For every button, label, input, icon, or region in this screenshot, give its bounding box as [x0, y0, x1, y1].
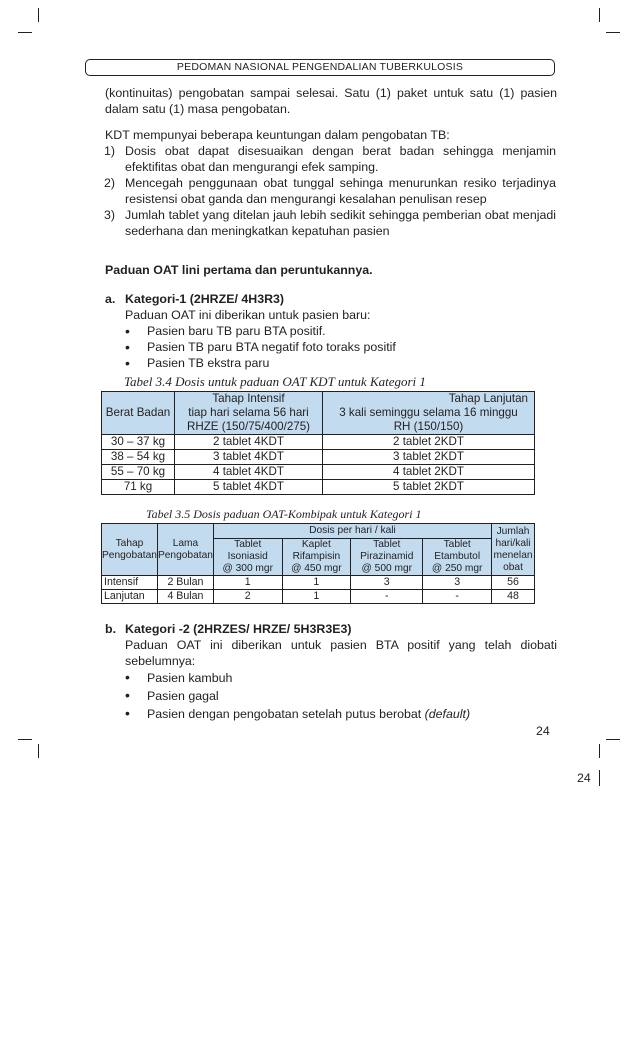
bullet-item — [125, 669, 557, 687]
header-line: Tablet — [443, 539, 471, 550]
kategori-1 — [105, 291, 545, 371]
kategori-1-heading — [105, 291, 545, 307]
bullet-item — [125, 323, 545, 339]
table-cell: 4 Bulan — [157, 590, 213, 604]
item-text: Mencegah penggunaan obat tunggal sehinga menurunkan resiko terjadinya resistensi obat ganda dan mengurangi kesalahan penulisan resep — [125, 176, 556, 206]
kategori-2-label: b. — [105, 622, 117, 636]
header-line: Lama — [172, 537, 199, 549]
header-line: Jumlah — [496, 525, 530, 537]
crop-mark — [599, 744, 600, 758]
kategori-2 — [105, 621, 557, 723]
intro-text: (kontinuitas) pengobatan sampai selesai. Satu (1) paket untuk satu (1) pasien dalam satu (1) masa pengobatan. — [105, 86, 557, 116]
header-line: obat — [503, 561, 523, 573]
bullet-text: Pasien gagal — [147, 689, 219, 703]
header-drug-rifampisin — [282, 539, 351, 576]
table-cell: 4 tablet 2KDT — [323, 465, 535, 480]
header-line: Tahap Intensif — [212, 392, 285, 405]
bullet-icon: • — [125, 687, 130, 703]
table-row — [102, 465, 535, 480]
running-header: PEDOMAN NASIONAL PENGENDALIAN TUBERKULOSIS — [85, 59, 555, 76]
table-cell: 1 — [213, 576, 282, 590]
header-line: 3 kali seminggu selama 16 minggu — [339, 406, 518, 419]
kdt-intro: KDT mempunyai beberapa keuntungan dalam pengobatan TB: — [105, 128, 450, 142]
table-3-4 — [101, 391, 535, 495]
bullet-icon: • — [125, 669, 130, 685]
header-line: hari/kali — [495, 537, 531, 549]
item-number: 2) — [104, 176, 116, 190]
kategori-2-bullets — [105, 669, 557, 723]
table-cell: 2 tablet 2KDT — [323, 435, 535, 450]
table-cell: 48 — [492, 590, 535, 604]
table-cell: 3 — [351, 576, 423, 590]
header-line: @ 250 mgr — [431, 563, 483, 574]
list-item — [104, 175, 556, 207]
table-cell: 55 – 70 kg — [102, 465, 175, 480]
table-cell: Intensif — [102, 576, 158, 590]
table-3-5 — [101, 523, 535, 604]
table-cell: 71 kg — [102, 480, 175, 495]
table-cell: 3 tablet 4KDT — [175, 450, 323, 465]
header-line: Tahap — [115, 537, 144, 549]
header-line: @ 450 mgr — [291, 563, 342, 574]
table-cell: 5 tablet 4KDT — [175, 480, 323, 495]
crop-mark — [18, 32, 32, 33]
kategori-1-desc: Paduan OAT ini diberikan untuk pasien baru: — [125, 308, 371, 322]
item-number: 1) — [104, 144, 116, 158]
table-cell: 38 – 54 kg — [102, 450, 175, 465]
crop-mark — [599, 8, 600, 22]
list-item — [104, 207, 556, 239]
table-3-4-caption: Tabel 3.4 Dosis untuk paduan OAT KDT untuk Kategori 1 — [124, 374, 426, 389]
header-line: Tablet — [234, 539, 262, 550]
page-number: 24 — [536, 724, 550, 738]
table-row — [102, 435, 535, 450]
bullet-icon: • — [125, 339, 130, 355]
default-label: (default) — [424, 707, 471, 721]
list-item — [104, 143, 556, 175]
header-line: Rifampisin — [292, 551, 341, 562]
bullet-text: Pasien baru TB paru BTA positif. — [147, 324, 326, 338]
crop-mark — [606, 739, 620, 740]
header-dosis: Dosis per hari / kali — [213, 524, 491, 539]
page-number-margin: 24 — [577, 771, 591, 785]
header-line: Kaplet — [301, 539, 331, 550]
bullet-item — [125, 339, 545, 355]
header-line: @ 500 mgr — [361, 563, 413, 574]
table-cell: 4 tablet 4KDT — [175, 465, 323, 480]
item-text: Dosis obat dapat disesuaikan dengan berat badan sehingga menjamin efektifitas obat dan mengurangi efek samping. — [125, 144, 556, 174]
header-tahap — [102, 524, 158, 576]
bullet-text: Pasien kambuh — [147, 671, 233, 685]
kategori-2-title: Kategori -2 (2HRZES/ HRZE/ 5H3R3E3) — [125, 622, 352, 636]
crop-mark — [606, 32, 620, 33]
table-header-row — [102, 524, 535, 539]
bullet-icon: • — [125, 323, 130, 339]
bullet-text: Pasien TB paru BTA negatif foto toraks positif — [147, 340, 396, 354]
crop-mark — [38, 744, 39, 758]
table-header-row — [102, 392, 535, 435]
intro-paragraph — [105, 85, 557, 117]
bullet-icon: • — [125, 705, 130, 721]
crop-mark — [18, 739, 32, 740]
header-line: Pengobatan — [102, 549, 157, 561]
crop-mark — [38, 8, 39, 22]
table-cell: 56 — [492, 576, 535, 590]
table-cell: Lanjutan — [102, 590, 158, 604]
header-drug-isoniasid — [213, 539, 282, 576]
table-cell: 2 Bulan — [157, 576, 213, 590]
table-cell: 2 tablet 4KDT — [175, 435, 323, 450]
table-row — [102, 576, 535, 590]
table-row — [102, 590, 535, 604]
kategori-2-desc: Paduan OAT ini diberikan untuk pasien BTA positif yang telah diobati sebelumnya: — [125, 638, 557, 668]
header-lama — [157, 524, 213, 576]
table-cell: - — [423, 590, 492, 604]
kategori-2-heading — [105, 621, 557, 637]
section-title: Paduan OAT lini pertama dan peruntukannya. — [105, 263, 373, 277]
table-cell: 2 — [213, 590, 282, 604]
header-line: Pirazinamid — [360, 551, 414, 562]
bullet-item — [125, 705, 557, 723]
header-line: @ 300 mgr — [222, 563, 273, 574]
header-drug-etambutol — [423, 539, 492, 576]
header-line: Pengobatan — [157, 549, 213, 561]
item-number: 3) — [104, 208, 116, 222]
header-berat-badan: Berat Badan — [102, 392, 175, 435]
table-cell: - — [351, 590, 423, 604]
bullet-text — [147, 705, 470, 723]
table-cell: 1 — [282, 590, 351, 604]
item-text: Jumlah tablet yang ditelan jauh lebih sedikit sehingga pemberian obat menjadi sederhana dan meningkatkan kepatuhan pasien — [125, 208, 556, 238]
bullet-item — [125, 687, 557, 705]
header-line: tiap hari selama 56 hari — [188, 406, 309, 419]
table-cell: 5 tablet 2KDT — [323, 480, 535, 495]
header-line: menelan — [493, 549, 533, 561]
advantages-list — [104, 143, 556, 239]
table-3-5-caption: Tabel 3.5 Dosis paduan OAT-Kombipak untuk Kategori 1 — [146, 507, 422, 521]
table-cell: 3 — [423, 576, 492, 590]
table-row — [102, 480, 535, 495]
kategori-1-bullets — [105, 323, 545, 371]
header-line: Tablet — [373, 539, 401, 550]
kategori-1-label: a. — [105, 292, 116, 306]
table-row — [102, 450, 535, 465]
bullet-text: Pasien TB ekstra paru — [147, 356, 270, 370]
bullet-item — [125, 355, 545, 371]
table-cell: 1 — [282, 576, 351, 590]
header-tahap-intensif — [175, 392, 323, 435]
page-number-rule — [599, 770, 600, 786]
header-line: Tahap Lanjutan — [448, 392, 528, 405]
header-line: Isoniasid — [227, 551, 268, 562]
bullet-text-main: Pasien dengan pengobatan setelah putus berobat — [147, 707, 425, 721]
header-drug-pirazinamid — [351, 539, 423, 576]
kategori-1-title: Kategori-1 (2HRZE/ 4H3R3) — [125, 292, 285, 306]
kdt-section — [105, 127, 557, 143]
bullet-icon: • — [125, 355, 130, 371]
header-jumlah — [492, 524, 535, 576]
table-cell: 3 tablet 2KDT — [323, 450, 535, 465]
header-line: RH (150/150) — [393, 420, 464, 433]
table-cell: 30 – 37 kg — [102, 435, 175, 450]
header-line: Etambutol — [434, 551, 481, 562]
header-tahap-lanjutan — [323, 392, 535, 435]
header-line: RHZE (150/75/400/275) — [186, 420, 311, 433]
